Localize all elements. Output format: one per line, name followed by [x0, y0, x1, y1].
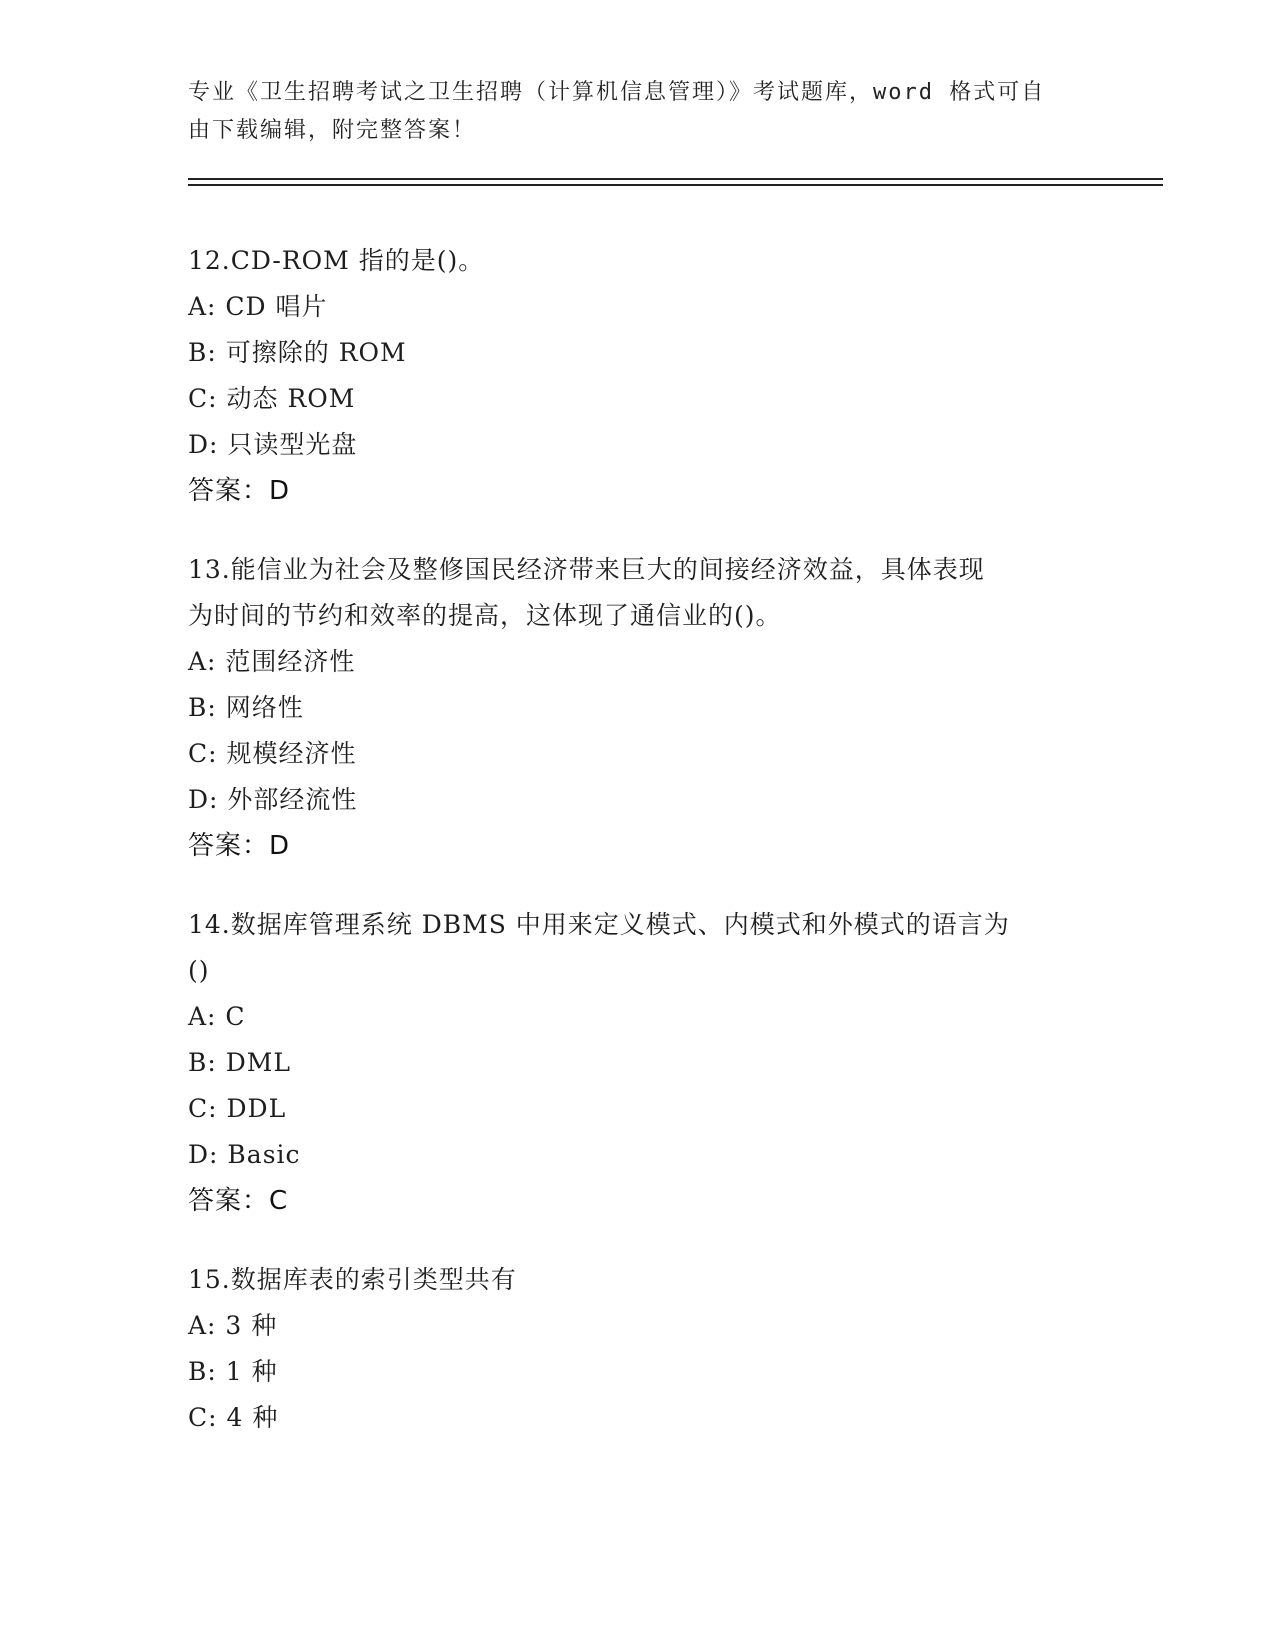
question-15	[188, 1257, 1088, 1441]
option-b: B: 可擦除的 ROM	[188, 338, 407, 367]
question-stem: 13.能信业为社会及整修国民经济带来巨大的间接经济效益，具体表现	[188, 555, 985, 584]
option-d: D: Basic	[188, 1140, 301, 1169]
answer: 答案：C	[188, 1186, 289, 1216]
header-line-2: 由下载编辑，附完整答案！	[188, 118, 477, 143]
question-stem-continued: 为时间的节约和效率的提高，这体现了通信业的()。	[188, 601, 782, 630]
page-header	[188, 74, 1088, 150]
option-d: D: 外部经流性	[188, 785, 358, 814]
option-c: C: 动态 ROM	[188, 384, 356, 413]
question-list	[188, 238, 1088, 1474]
option-c: C: DDL	[188, 1094, 287, 1123]
question-stem: 15.数据库表的索引类型共有	[188, 1265, 517, 1294]
header-divider-top	[188, 178, 1163, 180]
option-c: C: 规模经济性	[188, 739, 357, 768]
question-12	[188, 238, 1088, 514]
option-a: A: 范围经济性	[188, 647, 356, 676]
question-14	[188, 902, 1088, 1224]
option-b: B: 1 种	[188, 1357, 278, 1386]
question-stem: 14.数据库管理系统 DBMS 中用来定义模式、内模式和外模式的语言为	[188, 910, 1010, 939]
option-c: C: 4 种	[188, 1403, 279, 1432]
option-d: D: 只读型光盘	[188, 430, 358, 459]
option-a: A: C	[188, 1002, 246, 1031]
header-divider-bottom	[188, 184, 1163, 186]
answer: 答案：D	[188, 476, 291, 506]
question-stem: 12.CD-ROM 指的是()。	[188, 246, 485, 275]
answer: 答案：D	[188, 831, 291, 861]
question-13	[188, 547, 1088, 869]
option-a: A: 3 种	[188, 1311, 278, 1340]
option-b: B: 网络性	[188, 693, 304, 722]
question-stem-continued: ()	[188, 956, 210, 985]
header-line-1: 专业《卫生招聘考试之卫生招聘（计算机信息管理）》考试题库，word 格式可自	[188, 80, 1046, 105]
option-a: A: CD 唱片	[188, 292, 328, 321]
option-b: B: DML	[188, 1048, 291, 1077]
